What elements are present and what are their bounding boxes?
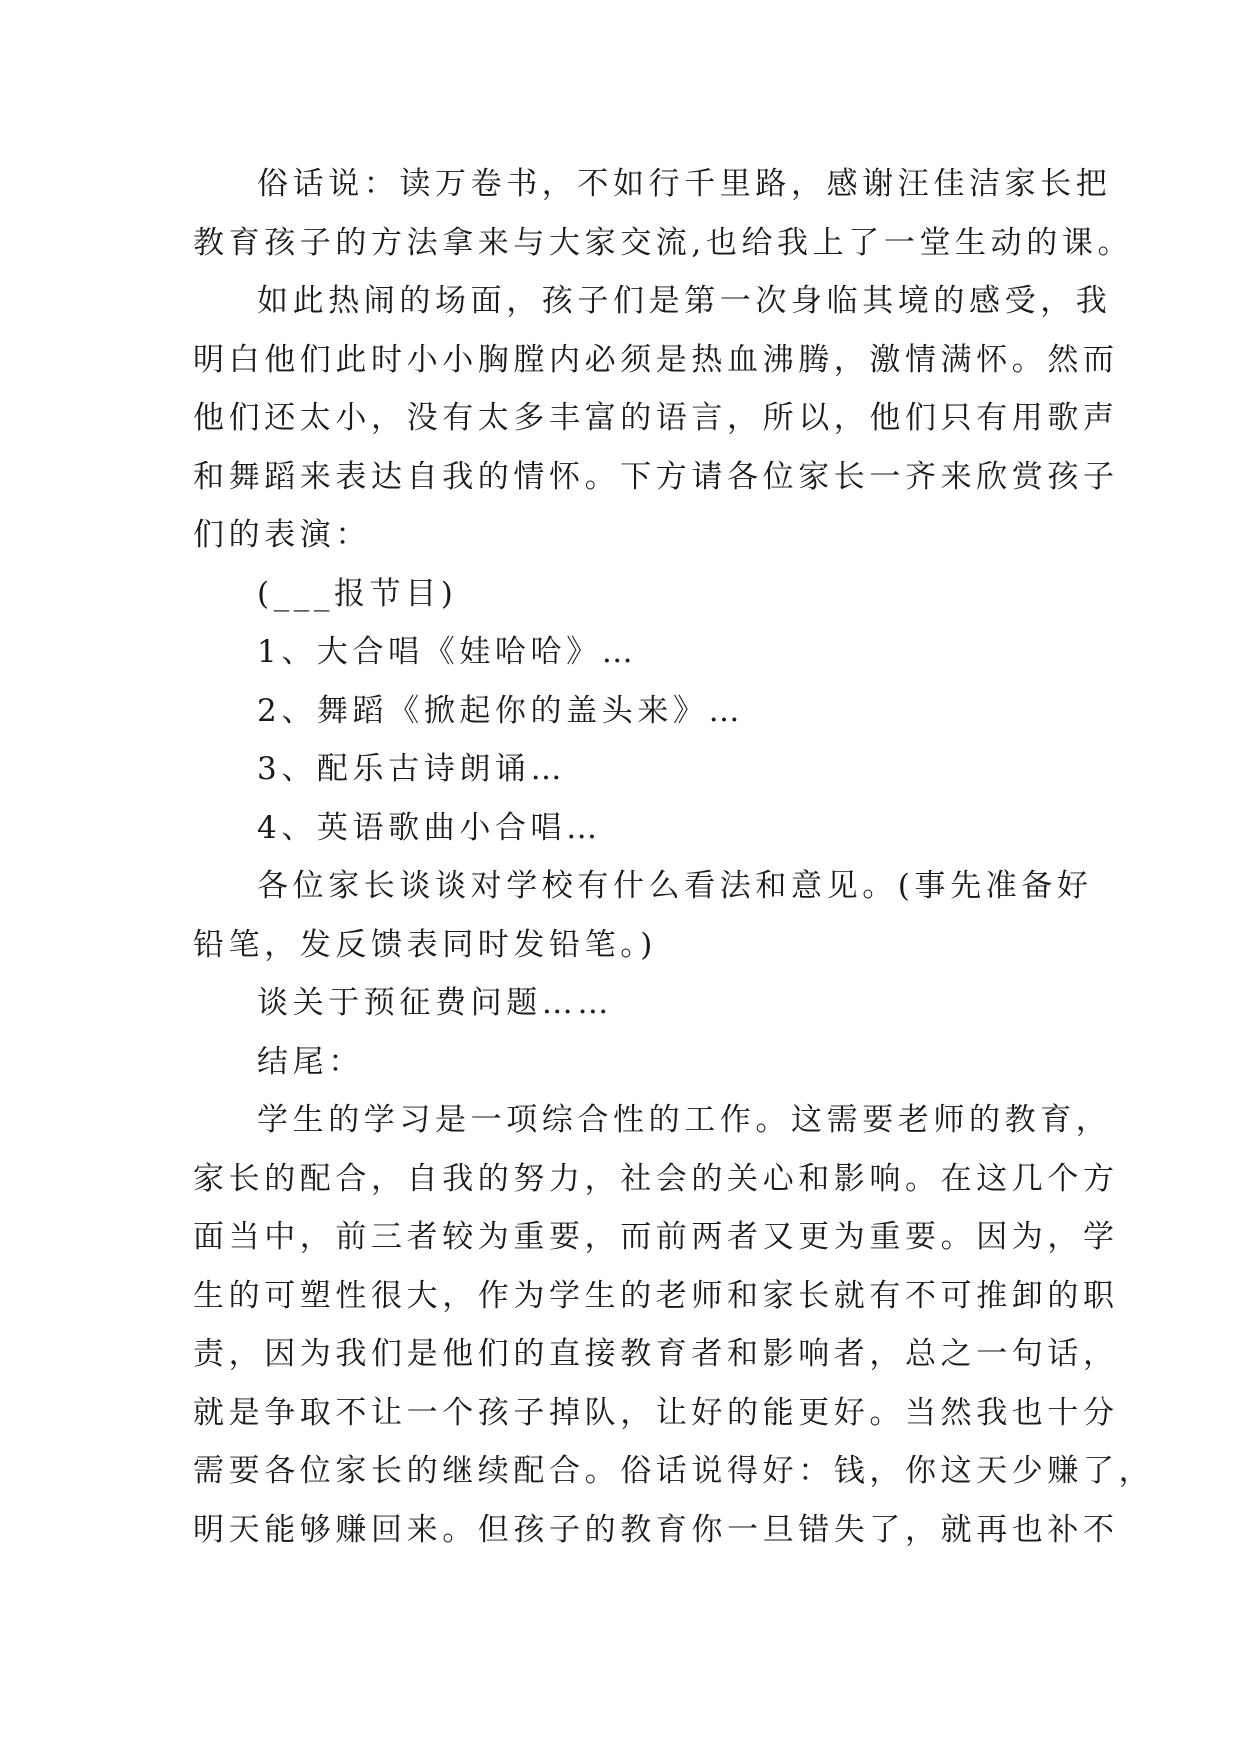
text-line: 面当中，前三者较为重要，而前两者又更为重要。因为，学 — [193, 1219, 1119, 1255]
list-item: 1、大合唱《娃哈哈》… — [257, 634, 638, 670]
text-line: (___报节目) — [257, 575, 458, 612]
text-line: 明白他们此时小小胸膛内必须是热血沸腾，激情满怀。然而 — [193, 341, 1119, 378]
text-line: 他们还太小，没有太多丰富的语言，所以，他们只有用歌声 — [193, 400, 1119, 436]
section-heading: 结尾： — [257, 1043, 364, 1080]
text-line: 俗话说：读万卷书，不如行千里路，感谢汪佳洁家长把 — [257, 166, 1112, 202]
text-line: 需要各位家长的继续配合。俗话说得好：钱，你这天少赚了， — [193, 1453, 1155, 1489]
text-line: 谈关于预征费问题…… — [257, 985, 613, 1021]
text-line: 和舞蹈来表达自我的情怀。下方请各位家长一齐来欣赏孩子 — [193, 458, 1119, 495]
text-line: 生的可塑性很大，作为学生的老师和家长就有不可推卸的职 — [193, 1277, 1119, 1314]
text-line: 明天能够赚回来。但孩子的教育你一旦错失了，就再也补不 — [193, 1511, 1119, 1548]
text-line: 各位家长谈谈对学校有什么看法和意见。(事先准备好 — [257, 868, 1093, 904]
text-line: 学生的学习是一项综合性的工作。这需要老师的教育， — [257, 1102, 1112, 1138]
text-line: 们的表演： — [193, 517, 371, 553]
text-line: 如此热闹的场面，孩子们是第一次身临其境的感受，我 — [257, 283, 1112, 319]
text-line: 铅笔，发反馈表同时发铅笔。) — [193, 926, 657, 963]
text-line: 责，因为我们是他们的直接教育者和影响者，总之一句话， — [193, 1336, 1119, 1372]
list-item: 2、舞蹈《掀起你的盖头来》… — [257, 692, 745, 729]
text-line: 就是争取不让一个孩子掉队，让好的能更好。当然我也十分 — [193, 1394, 1119, 1431]
document-body — [193, 155, 1155, 1559]
list-item: 3、配乐古诗朗诵… — [257, 751, 567, 787]
text-line: 家长的配合，自我的努力，社会的关心和影响。在这几个方 — [193, 1160, 1119, 1197]
text-line: 教育孩子的方法拿来与大家交流,也给我上了一堂生动的课。 — [193, 224, 1134, 261]
list-item: 4、英语歌曲小合唱… — [257, 809, 602, 846]
